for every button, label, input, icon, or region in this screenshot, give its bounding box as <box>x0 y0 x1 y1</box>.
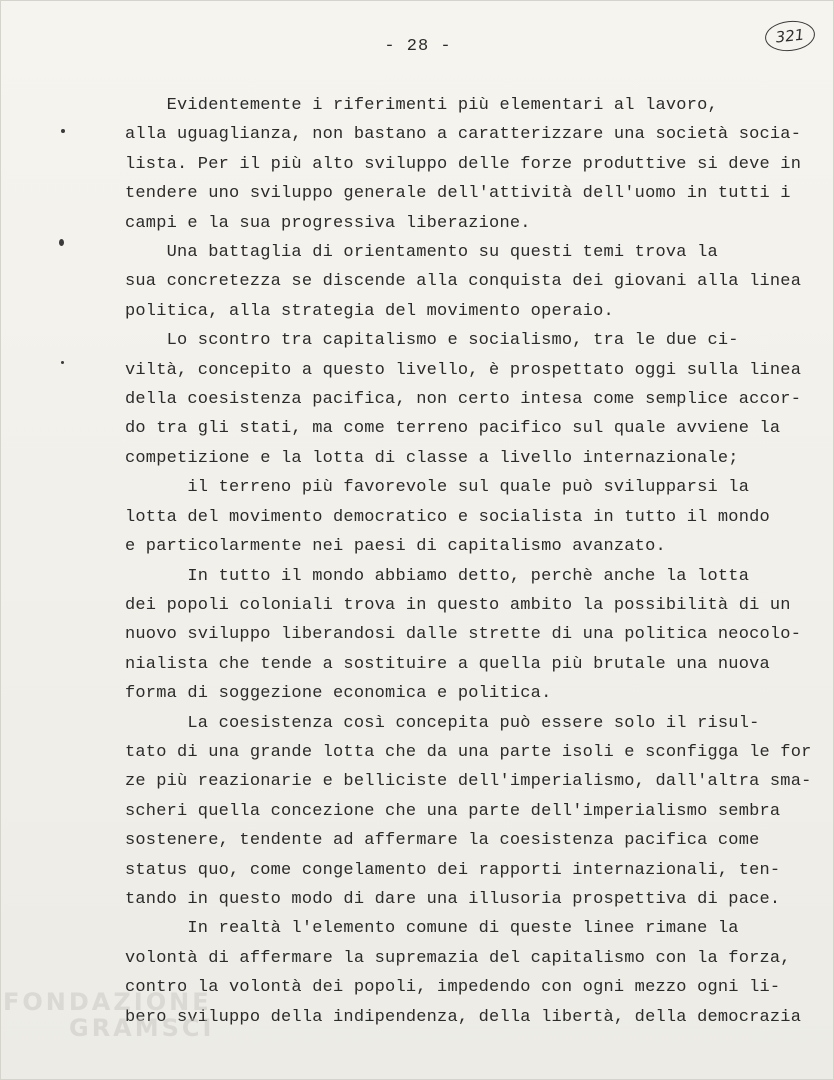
margin-dot <box>59 239 64 246</box>
body-text <box>125 91 812 1032</box>
page-number: - 28 - <box>384 37 452 56</box>
text-line: della coesistenza pacifica, non certo intesa come semplice accor- <box>125 390 802 410</box>
archive-watermark <box>3 989 214 1041</box>
text-line: scheri quella concezione che una parte dell'imperialismo sembra <box>125 801 781 821</box>
text-line: viltà, concepito a questo livello, è prospettato oggi sulla linea <box>125 360 802 380</box>
watermark-line: FONDAZIONE <box>3 988 212 1016</box>
text-line: lista. Per il più alto sviluppo delle forze produttive si deve in <box>125 154 802 174</box>
text-line: campi e la sua progressiva liberazione. <box>125 213 531 233</box>
watermark-line: GRAMSCI <box>69 1014 215 1042</box>
text-line: alla uguaglianza, non bastano a caratterizzare una società socia- <box>125 125 802 145</box>
margin-dot <box>61 129 65 133</box>
archive-number-stamp: 321 <box>764 18 817 53</box>
text-line: tato di una grande lotta che da una parte isoli e sconfigga le for <box>125 742 812 762</box>
text-line: forma di soggezione economica e politica. <box>125 684 552 704</box>
text-line: nialista che tende a sostituire a quella più brutale una nuova <box>125 654 770 674</box>
text-line: do tra gli stati, ma come terreno pacifico sul quale avviene la <box>125 419 781 439</box>
text-line: status quo, come congelamento dei rapporti internazionali, ten- <box>125 860 781 880</box>
text-line: sua concretezza se discende alla conquista dei giovani alla linea <box>125 272 802 292</box>
text-line: nuovo sviluppo liberandosi dalle strette di una politica neocolo- <box>125 625 802 645</box>
text-line: ze più reazionarie e belliciste dell'imperialismo, dall'altra sma- <box>125 772 812 792</box>
text-line: La coesistenza così concepita può essere solo il risul- <box>125 713 760 733</box>
text-line: il terreno più favorevole sul quale può svilupparsi la <box>125 478 750 498</box>
text-line: e particolarmente nei paesi di capitalismo avanzato. <box>125 537 666 557</box>
text-line: Una battaglia di orientamento su questi temi trova la <box>125 243 718 263</box>
text-line: Lo scontro tra capitalismo e socialismo, tra le due ci- <box>125 331 739 351</box>
margin-dot <box>61 361 64 364</box>
text-line: In tutto il mondo abbiamo detto, perchè anche la lotta <box>125 566 750 586</box>
text-line: contro la volontà dei popoli, impedendo con ogni mezzo ogni li- <box>125 978 781 998</box>
text-line: volontà di affermare la supremazia del capitalismo con la forza, <box>125 948 791 968</box>
text-line: lotta del movimento democratico e socialista in tutto il mondo <box>125 507 770 527</box>
text-line: competizione e la lotta di classe a livello internazionale; <box>125 448 739 468</box>
text-line: sostenere, tendente ad affermare la coesistenza pacifica come <box>125 831 760 851</box>
text-line: politica, alla strategia del movimento operaio. <box>125 301 614 321</box>
text-line: Evidentemente i riferimenti più elementari al lavoro, <box>125 96 718 115</box>
text-line: tendere uno sviluppo generale dell'attività dell'uomo in tutti i <box>125 184 791 204</box>
text-line: tando in questo modo di dare una illusoria prospettiva di pace. <box>125 889 781 909</box>
text-line: dei popoli coloniali trova in questo ambito la possibilità di un <box>125 595 791 615</box>
text-line: bero sviluppo della indipendenza, della libertà, della democrazia <box>125 1007 802 1027</box>
text-line: In realtà l'elemento comune di queste linee rimane la <box>125 919 739 939</box>
